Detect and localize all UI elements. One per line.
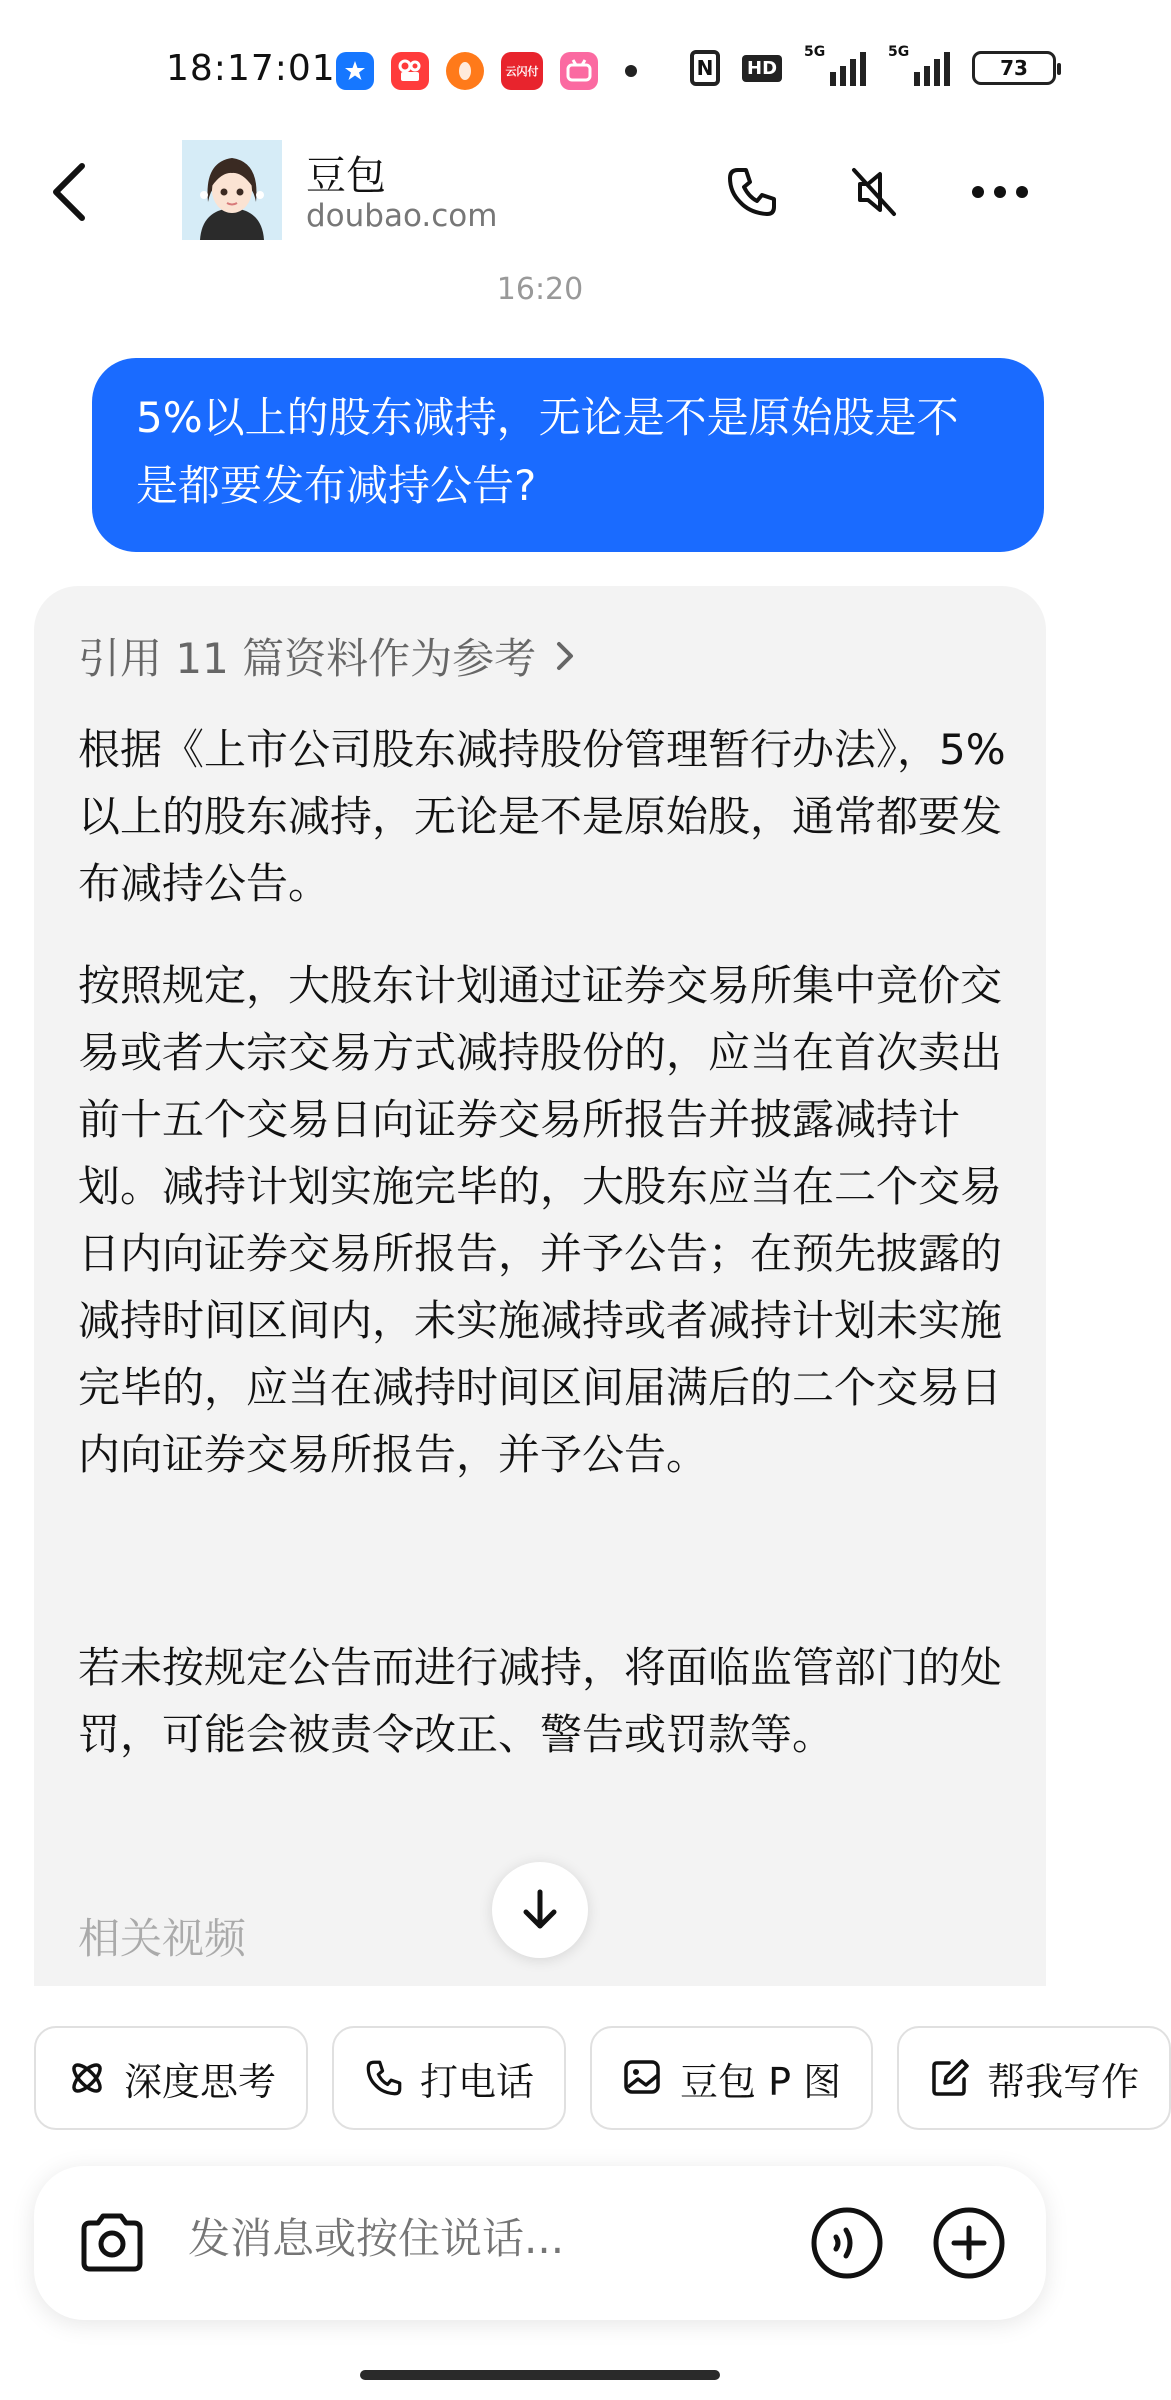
voice-wave-icon — [810, 2206, 884, 2280]
edit-icon — [929, 2057, 971, 2099]
more-button[interactable] — [968, 160, 1032, 224]
camera-icon — [74, 2205, 150, 2281]
camera-button[interactable] — [74, 2205, 150, 2285]
plus-icon — [932, 2206, 1006, 2280]
atom-icon — [66, 2057, 108, 2099]
status-time: 18:17:01 — [166, 48, 336, 89]
chip-deep-thinking[interactable] — [34, 2026, 308, 2130]
image-edit-icon — [622, 2057, 664, 2099]
user-message-bubble[interactable]: 5%以上的股东减持，无论是不是原始股是不是都要发布减持公告? — [92, 358, 1044, 552]
home-indicator[interactable] — [360, 2370, 720, 2380]
chip-label: 深度思考 — [124, 2059, 277, 2104]
bot-domain: doubao.com — [306, 198, 498, 234]
notification-icons — [336, 52, 637, 90]
status-bar — [0, 0, 1080, 140]
scroll-to-bottom-button[interactable] — [492, 1862, 588, 1958]
more-notifications-dot — [625, 65, 637, 77]
reference-link[interactable] — [78, 626, 576, 686]
battery-icon: 73 — [972, 51, 1056, 85]
bot-name: 豆包 — [306, 153, 386, 199]
reference-label: 引用 11 篇资料作为参考 — [78, 634, 537, 683]
message-timestamp: 16:20 — [496, 272, 584, 307]
chip-label: 打电话 — [420, 2059, 535, 2104]
chip-label: 豆包 P 图 — [680, 2059, 842, 2104]
nfc-icon: N — [690, 50, 720, 86]
speaker-mute-icon — [846, 164, 902, 220]
answer-paragraph-3: 若未按规定公告而进行减持，将面临监管部门的处罚，可能会被责令改正、警告或罚款等。 — [78, 1643, 1003, 1759]
system-icons — [690, 44, 1056, 86]
bilibili-icon — [560, 52, 598, 90]
doubao-avatar-icon — [182, 140, 282, 240]
related-videos-heading: 相关视频 — [78, 1914, 247, 1963]
message-input[interactable] — [188, 2214, 808, 2263]
chip-label: 帮我写作 — [987, 2059, 1140, 2104]
answer-paragraph-1: 根据《上市公司股东减持股份管理暂行办法》，5%以上的股东减持，无论是不是原始股，通常都要发布减持公告。 — [78, 725, 1006, 908]
mute-speaker-button[interactable] — [842, 160, 906, 224]
signal-icon-sim2 — [888, 44, 950, 86]
chip-phone-call[interactable] — [332, 2026, 566, 2130]
phone-icon — [364, 2058, 404, 2098]
voice-call-button[interactable] — [810, 2206, 884, 2284]
hd-icon: HD — [742, 55, 782, 82]
chevron-right-icon — [554, 638, 576, 674]
chip-image-edit[interactable] — [590, 2026, 873, 2130]
phone-icon — [724, 164, 780, 220]
bot-answer-card — [34, 586, 1046, 1986]
signal-icon-sim1 — [804, 44, 866, 86]
signal-label: 5G — [888, 44, 910, 60]
signal-label: 5G — [804, 44, 826, 60]
arrow-down-icon — [520, 1888, 560, 1932]
quick-action-chips — [34, 2026, 1171, 2130]
chip-help-write[interactable] — [897, 2026, 1171, 2130]
back-arrow-icon — [48, 160, 92, 224]
call-button[interactable] — [720, 160, 784, 224]
cloudpay-icon: 云闪付 — [501, 52, 543, 90]
taobao-icon — [446, 52, 484, 90]
kuaishou-icon — [391, 52, 429, 90]
alipay-icon — [336, 52, 374, 90]
add-button[interactable] — [932, 2206, 1006, 2284]
back-button[interactable] — [48, 160, 92, 224]
chat-header — [0, 140, 1080, 260]
more-icon — [970, 184, 1030, 200]
answer-paragraph-2: 按照规定，大股东计划通过证券交易所集中竞价交易或者大宗交易方式减持股份的，应当在首次卖出前十五个交易日向证券交易所报告并披露减持计划。减持计划实施完毕的，大股东应当在二个交易日内向证券交易所报告，并予公告；在预先披露的减持时间区间内，未实施减持或者减持计划未实施完毕的，应当在减持时间区间届满后的二个交易日内向证券交易所报告，并予公告。 — [78, 961, 1003, 1479]
avatar[interactable] — [182, 140, 282, 240]
message-input-bar — [34, 2166, 1046, 2320]
